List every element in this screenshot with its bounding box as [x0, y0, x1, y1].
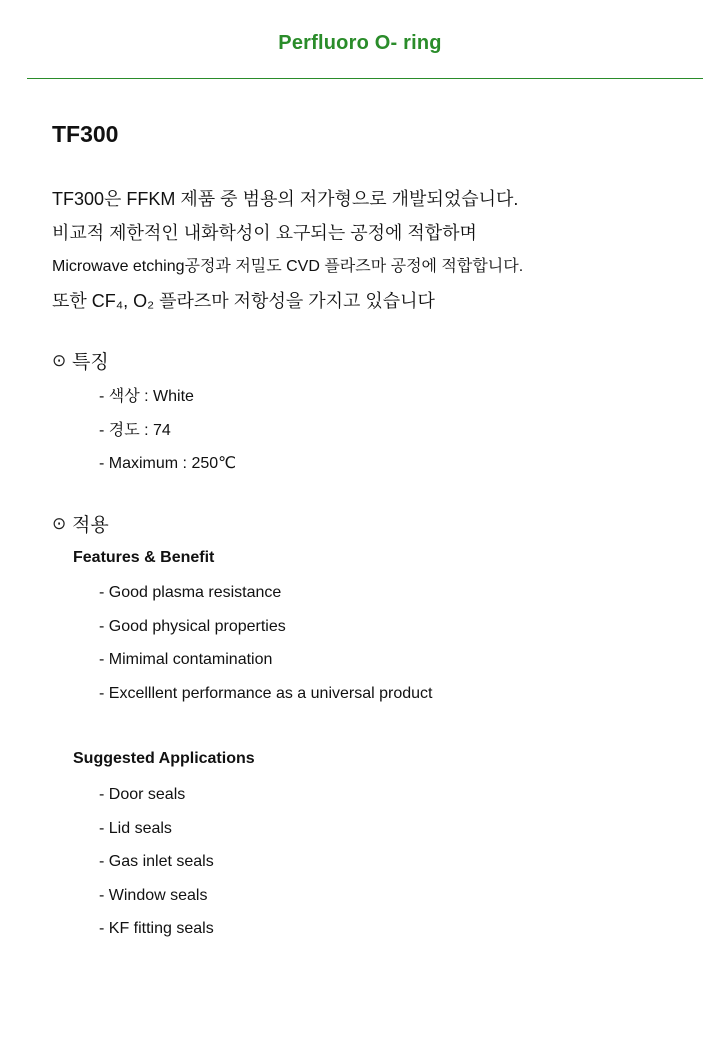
- list-item: - 색상 : White: [99, 388, 194, 405]
- intro-line: 비교적 제한적인 내화학성이 요구되는 공정에 적합하며: [52, 223, 477, 243]
- list-item: - Good physical properties: [99, 617, 286, 635]
- page-title: Perfluoro O- ring: [278, 32, 442, 54]
- intro-line: 또한 CF₄, O₂ 플라즈마 저항성을 가지고 있습니다: [52, 291, 435, 311]
- list-item: - Good plasma resistance: [99, 584, 282, 601]
- features-heading: Features & Benefit: [73, 549, 215, 566]
- list-item: - Maximum : 250℃: [99, 455, 237, 473]
- list-item: - Mimimal contamination: [99, 651, 273, 669]
- product-intro: [52, 182, 692, 318]
- list-item: - KF fitting seals: [99, 920, 214, 938]
- product-name: TF300: [52, 121, 119, 147]
- list-item: - Lid seals: [99, 819, 172, 837]
- specs-list: [99, 380, 236, 481]
- circle-dot-icon: ⊙: [52, 350, 67, 370]
- intro-line: Microwave etching공정과 저밀도 CVD 플라즈마 공정에 적합합니다.: [52, 258, 524, 275]
- specs-heading: [52, 347, 109, 374]
- suggested-heading: Suggested Applications: [73, 750, 255, 767]
- application-heading: [52, 510, 109, 537]
- list-item: - Excelllent performance as a universal product: [99, 684, 433, 702]
- list-item: - 경도 : 74: [99, 421, 171, 439]
- specs-heading-label: 특징: [72, 352, 109, 373]
- features-list: [99, 576, 433, 710]
- list-item: - Gas inlet seals: [99, 853, 214, 871]
- application-heading-label: 적용: [72, 515, 109, 536]
- list-item: - Door seals: [99, 786, 186, 803]
- suggested-list: [99, 778, 214, 946]
- list-item: - Window seals: [99, 886, 208, 904]
- header-divider: [27, 78, 703, 79]
- intro-line: TF300은 FFKM 제품 중 범용의 저가형으로 개발되었습니다.: [52, 189, 519, 209]
- circle-dot-icon: ⊙: [52, 513, 67, 533]
